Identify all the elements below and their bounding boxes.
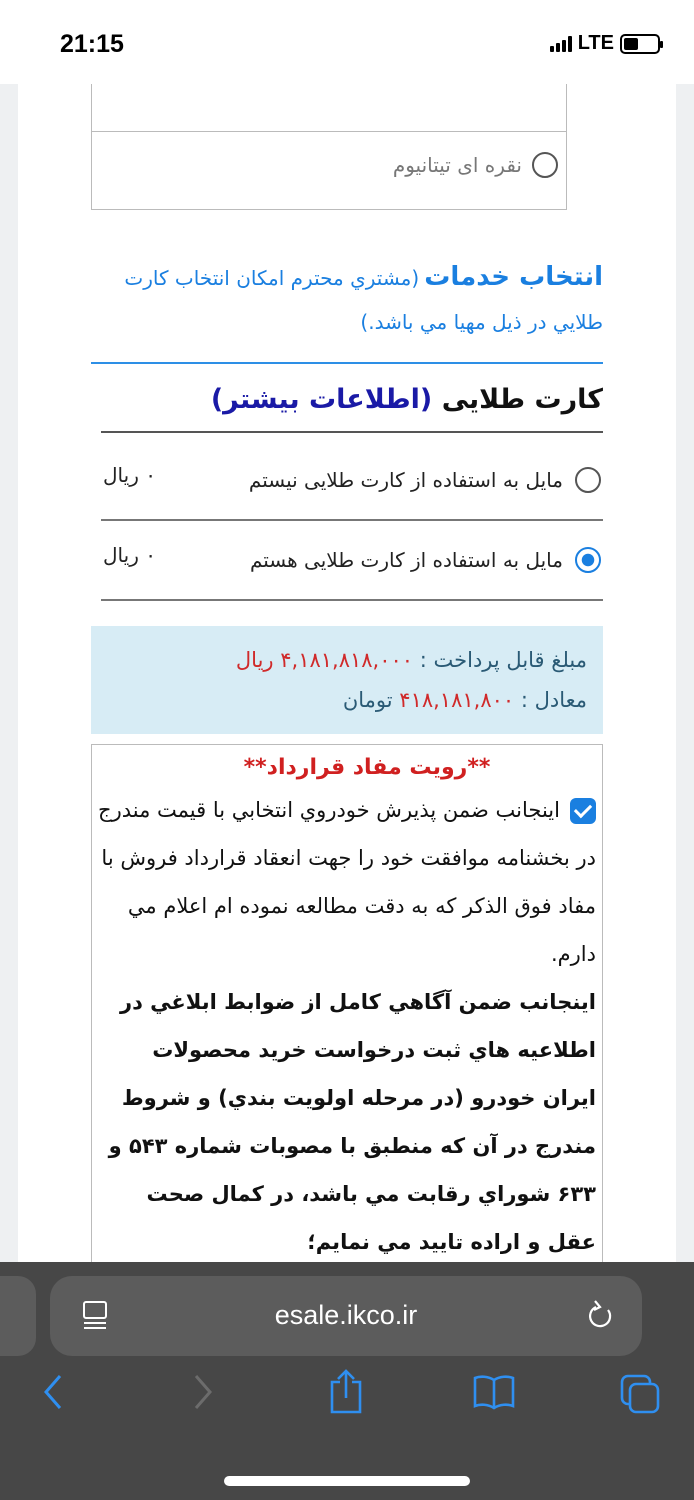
reload-icon[interactable] bbox=[586, 1298, 616, 1334]
battery-icon bbox=[620, 34, 660, 54]
payable-amount: ۴,۱۸۱,۸۱۸,۰۰۰ bbox=[280, 648, 414, 672]
gold-card-heading bbox=[101, 384, 603, 433]
browser-toolbar bbox=[0, 1262, 694, 1500]
payable-unit: ریال bbox=[235, 648, 274, 672]
color-option-label: نقره ای تیتانیوم bbox=[392, 153, 522, 177]
gold-card-option-price: ۰ ریال bbox=[103, 543, 156, 567]
payment-summary bbox=[91, 626, 603, 734]
bookmarks-icon[interactable] bbox=[472, 1372, 516, 1412]
gold-card-radio-no[interactable] bbox=[575, 467, 601, 493]
share-icon[interactable] bbox=[328, 1368, 364, 1414]
navigation-toolbar bbox=[0, 1372, 694, 1432]
equivalent-label: معادل : bbox=[520, 688, 587, 712]
equivalent-amount-line bbox=[107, 680, 587, 720]
forward-icon[interactable] bbox=[188, 1372, 218, 1412]
equivalent-unit: تومان bbox=[342, 688, 393, 712]
back-icon[interactable] bbox=[38, 1372, 68, 1412]
contract-terms-box bbox=[91, 744, 603, 1264]
color-radio[interactable] bbox=[532, 152, 558, 178]
signal-icon bbox=[550, 36, 572, 52]
tabs-icon[interactable] bbox=[618, 1372, 662, 1416]
status-time: 21:15 bbox=[60, 30, 124, 58]
gold-card-radio-yes[interactable] bbox=[575, 547, 601, 573]
gold-card-option-label: مایل به استفاده از کارت طلایی هستم bbox=[249, 548, 563, 572]
color-option-row-empty bbox=[92, 84, 566, 132]
gold-card-option-price: ۰ ریال bbox=[103, 463, 156, 487]
gold-card-title: کارت طلایی bbox=[441, 384, 603, 415]
address-bar[interactable] bbox=[50, 1276, 642, 1356]
contract-agree-checkbox[interactable] bbox=[570, 798, 596, 824]
gold-card-option-yes[interactable] bbox=[101, 521, 603, 601]
home-indicator[interactable] bbox=[224, 1476, 470, 1486]
page-body bbox=[18, 84, 676, 1264]
payable-amount-line bbox=[107, 640, 587, 680]
network-type: LTE bbox=[577, 32, 614, 54]
status-bar bbox=[0, 0, 694, 84]
contract-title: **رویت مفاد قرارداد** bbox=[243, 755, 491, 780]
contract-paragraph-1 bbox=[98, 786, 596, 978]
color-option-row[interactable] bbox=[92, 132, 566, 178]
equivalent-amount: ۴۱۸,۱۸۱,۸۰۰ bbox=[399, 688, 515, 712]
url-text[interactable]: esale.ikco.ir bbox=[274, 1300, 418, 1330]
more-info-link[interactable]: (اطلاعات بیشتر) bbox=[210, 384, 433, 415]
gold-card-option-label: مایل به استفاده از کارت طلایی نیستم bbox=[248, 468, 563, 492]
previous-tab-stub[interactable] bbox=[0, 1276, 36, 1356]
contract-paragraph-2: اينجانب ضمن آگاهي کامل از ضوابط ابلاغي در اطلاعيه هاي ثبت درخواست خريد محصولات ايران خودرو (در مرحله اولويت بندي) و شروط مندرج در آن که منطبق با مصوبات شماره ۵۴۳ و ۶۳۳ شوراي رقابت مي باشد، در کمال صحت عقل و اراده تاييد مي نمايم؛ bbox=[108, 990, 596, 1254]
services-section-header bbox=[91, 256, 603, 364]
services-note: (مشتري محترم امکان انتخاب کارت طلايي در ذيل مهيا مي باشد.) bbox=[124, 266, 603, 334]
contract-text-1: اينجانب ضمن پذيرش خودروي انتخابي با قيمت مندرج در بخشنامه موافقت خود را جهت انعقاد قرارداد فروش با مفاد فوق الذکر که به دقت مطالعه نموده ام اعلام مي دارم. bbox=[98, 798, 596, 966]
color-options-table bbox=[91, 84, 567, 210]
web-content bbox=[0, 84, 694, 1264]
status-indicators bbox=[550, 32, 660, 55]
gold-card-option-no[interactable] bbox=[101, 441, 603, 521]
payable-label: مبلغ قابل پرداخت : bbox=[419, 648, 587, 672]
services-title: انتخاب خدمات bbox=[424, 262, 603, 292]
